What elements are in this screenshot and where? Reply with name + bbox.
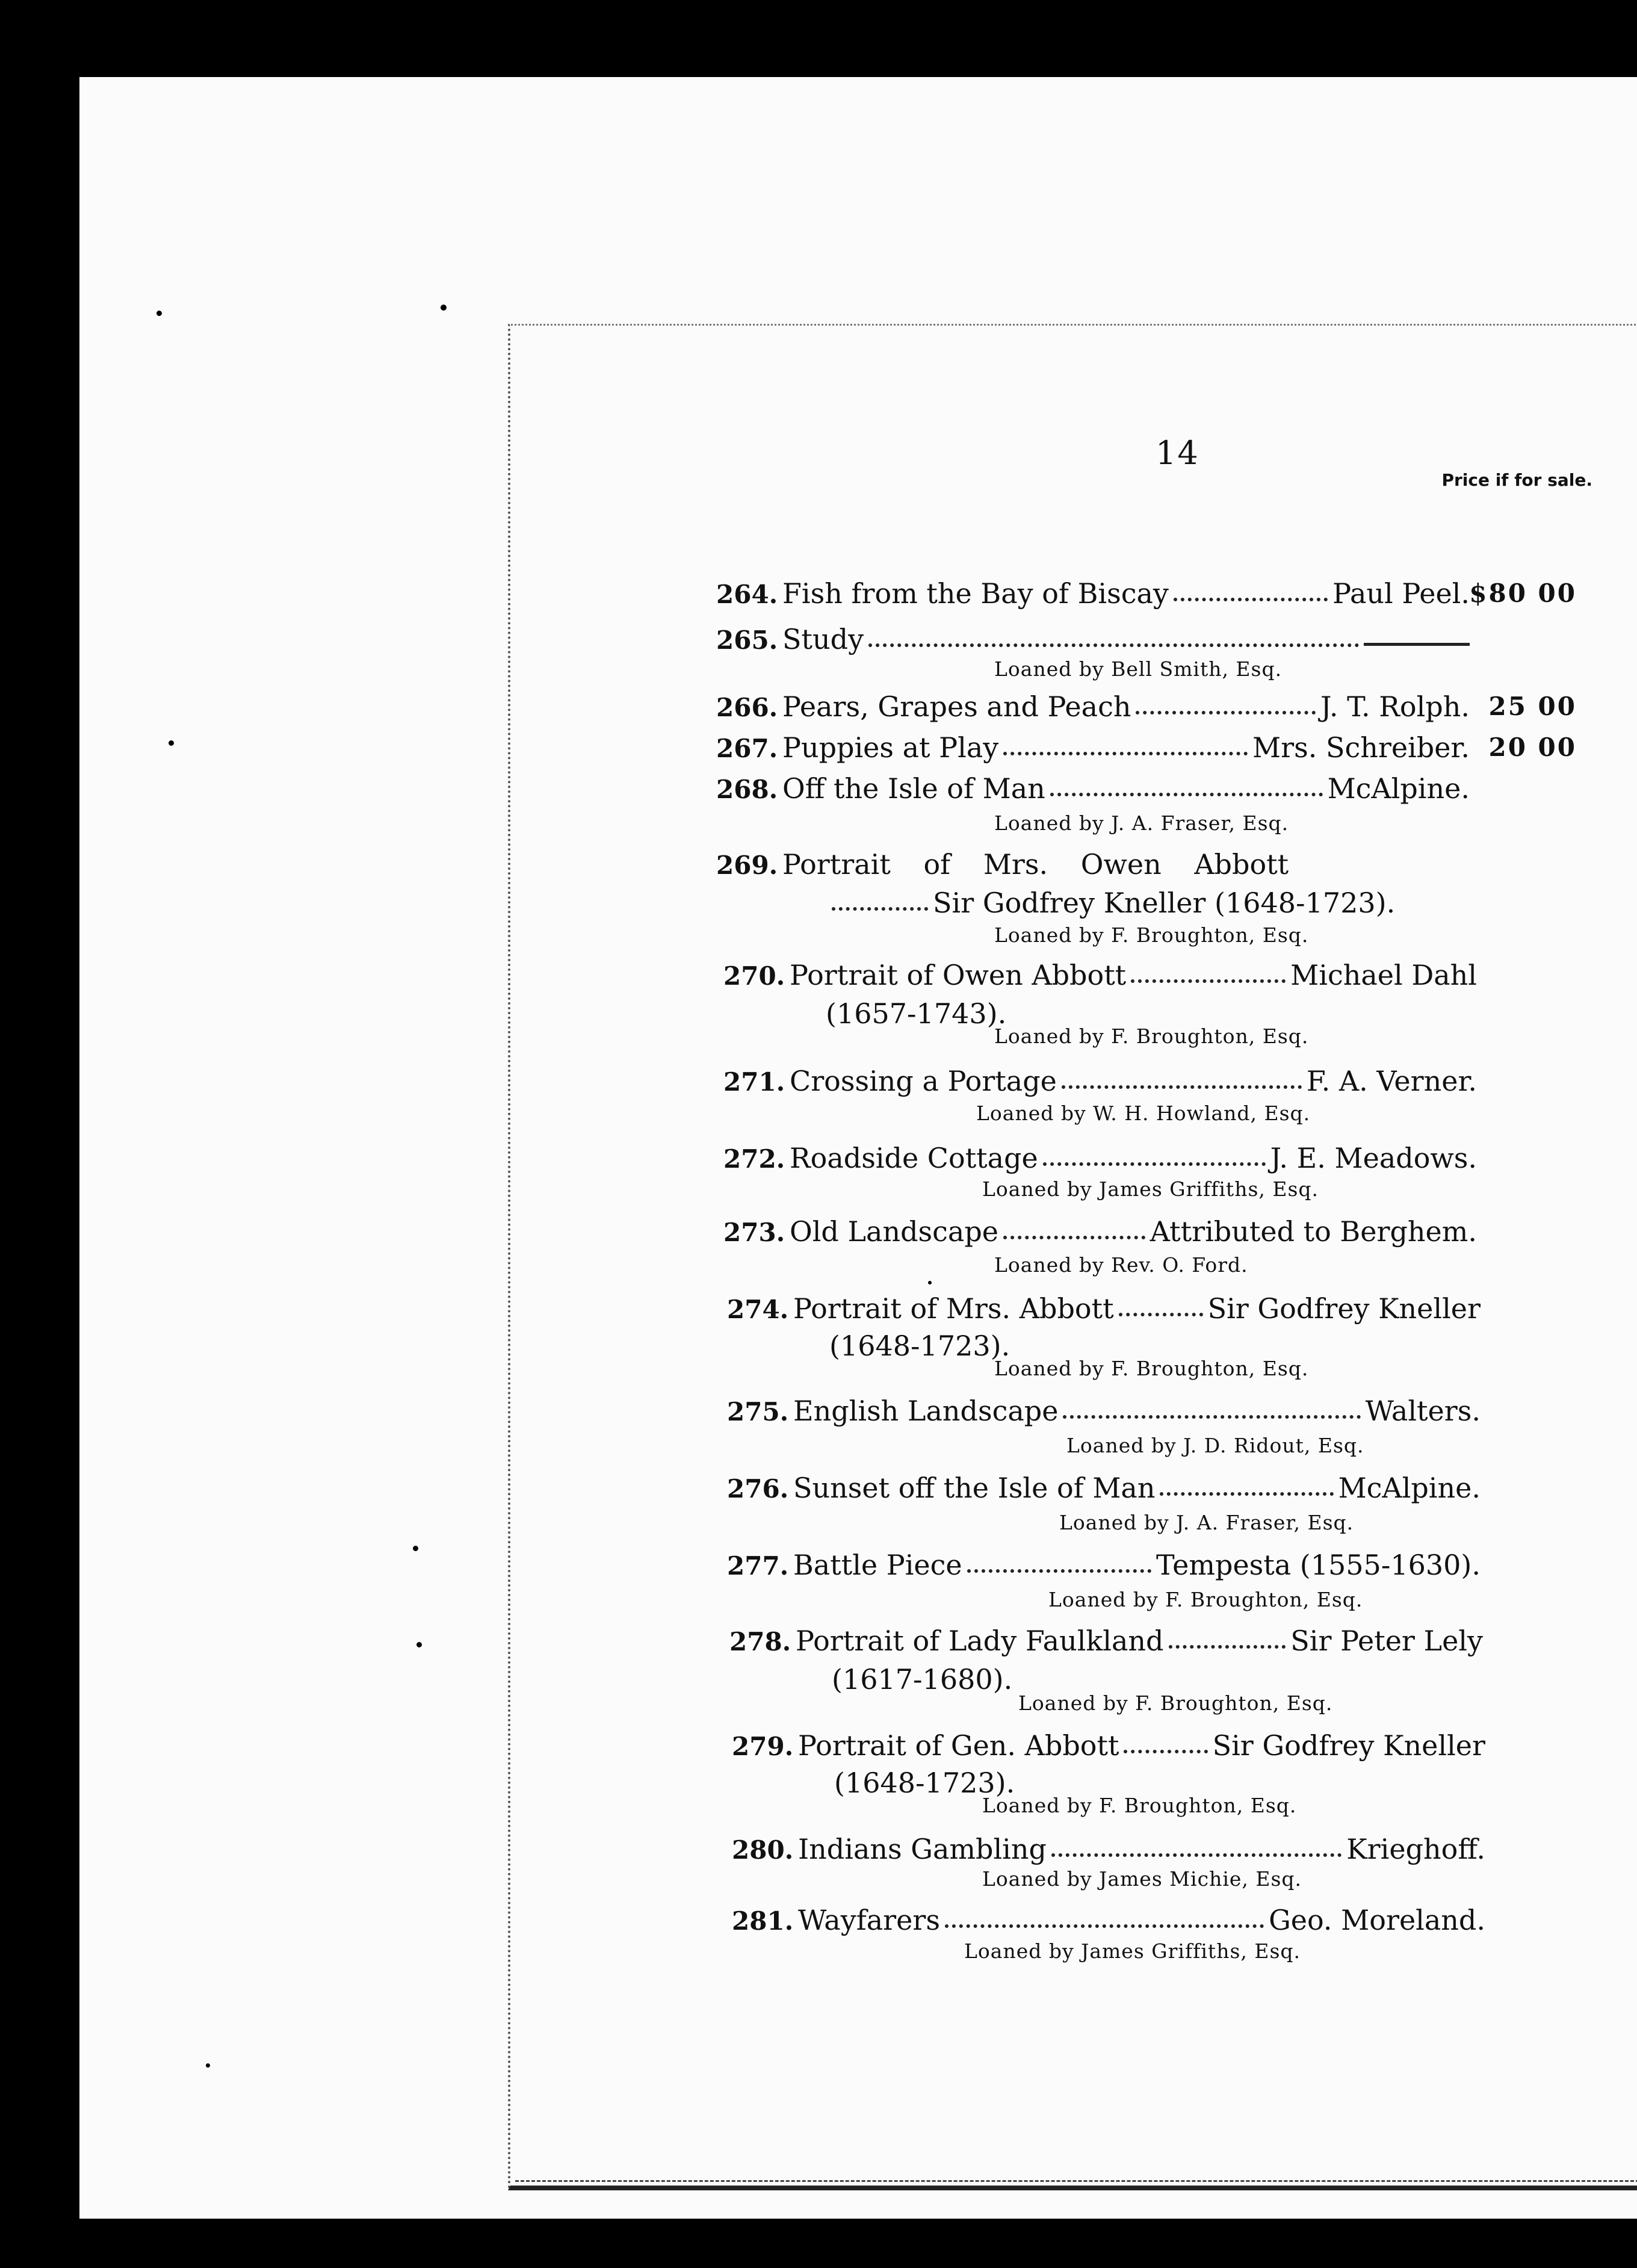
entry-number: 277. [727,1551,789,1581]
leader-dots [1174,598,1328,601]
entry-artist: Sir Peter Lely [1290,1625,1483,1657]
catalogue-entry [732,1901,1485,1939]
scan-speck [928,1281,932,1284]
entry-price: $80 00 [1469,578,1577,608]
leader-dots [1050,793,1323,796]
catalogue-entry [723,1062,1477,1100]
entry-artist-continuation: (1617-1680). [832,1663,1013,1696]
entry-artist: Walters. [1365,1395,1481,1427]
entry-artist: McAlpine. [1338,1472,1481,1504]
entry-title: Portrait of Lady Faulkland [796,1625,1164,1657]
catalogue-entry [723,1212,1477,1251]
entry-title: Puppies at Play [782,731,999,764]
entry-number: 281. [732,1906,794,1936]
catalogue-entry [716,769,1470,808]
entry-number: 265. [716,625,778,655]
catalogue-entry [727,1289,1481,1328]
entry-title: Fish from the Bay of Biscay [782,577,1169,610]
entry-number: 269. [716,850,778,880]
loaned-by-line: Loaned by Bell Smith, Esq. [994,657,1283,681]
entry-title: Battle Piece [793,1549,962,1581]
entry-number: 279. [732,1732,794,1761]
loaned-by-line: Loaned by F. Broughton, Esq. [1048,1588,1363,1611]
entry-artist: McAlpine. [1327,772,1470,805]
entry-number: 273. [723,1218,785,1247]
entry-price: 20 00 [1488,733,1577,762]
leader-dots [1051,1853,1341,1857]
catalogue-entry [732,1726,1485,1765]
entry-number: 264. [716,580,778,609]
entry-price: 25 00 [1488,692,1577,721]
entry-number: 268. [716,775,778,804]
entry-number: 274. [727,1295,789,1324]
loaned-by-line: Loaned by F. Broughton, Esq. [994,923,1309,947]
loaned-by-line: Loaned by F. Broughton, Esq. [982,1794,1297,1817]
loaned-by-line: Loaned by James Griffiths, Esq. [964,1939,1301,1963]
catalogue-entry [716,845,1470,884]
entry-title: Wayfarers [798,1904,940,1936]
scan-speck [416,1642,422,1647]
entry-continuation-line [832,884,1542,922]
entry-title: Portrait of Gen. Abbott [798,1729,1119,1762]
scan-speck [156,311,162,316]
catalogue-entry [727,1392,1481,1430]
leader-dots [1131,979,1286,983]
entry-artist: Mrs. Schreiber. [1252,731,1470,764]
scan-speck [169,740,174,746]
entry-title: Indians Gambling [798,1833,1047,1865]
entry-artist: Sir Godfrey Kneller [1212,1729,1485,1762]
catalogue-entry [727,1469,1481,1507]
scanned-page [79,77,1637,2219]
entry-artist: J. T. Rolph. [1320,690,1470,723]
loaned-by-line: Loaned by J. A. Fraser, Esq. [1059,1511,1354,1534]
entry-number: 271. [723,1067,785,1097]
catalogue-entry [716,620,1470,658]
entry-number: 275. [727,1397,789,1427]
loaned-by-line: Loaned by James Michie, Esq. [982,1867,1302,1891]
entry-title: English Landscape [793,1395,1059,1427]
entry-artist: Paul Peel. [1332,577,1470,610]
leader-dots [945,1924,1264,1928]
page-number: 14 [1156,434,1199,472]
entry-artist: J. E. Meadows. [1270,1142,1477,1174]
entry-title: Old Landscape [790,1215,998,1248]
leader-dots [1063,1415,1360,1419]
entry-artist-continuation: (1648-1723). [829,1330,1010,1362]
entry-number: 276. [727,1474,789,1504]
catalogue-entry [729,1622,1483,1660]
entry-artist-continuation: Sir Godfrey Kneller (1648-1723). [933,887,1396,919]
entry-number: 266. [716,693,778,722]
entry-number: 267. [716,734,778,763]
leader-dots [1169,1645,1286,1649]
leader-dots [1136,711,1316,714]
loaned-by-line: Loaned by F. Broughton, Esq. [994,1024,1309,1048]
scan-speck [206,2063,210,2068]
scan-speck [441,305,447,311]
catalogue-entry [727,1546,1481,1584]
entry-artist-continuation: (1648-1723). [834,1767,1015,1799]
price-column-header: Price if for sale. [1441,470,1592,490]
entry-artist-continuation: (1657-1743). [826,997,1007,1030]
entry-artist: Krieghoff. [1346,1833,1485,1865]
loaned-by-line: Loaned by F. Broughton, Esq. [994,1357,1309,1380]
loaned-by-line: Loaned by W. H. Howland, Esq. [976,1101,1311,1125]
catalogue-entry [732,1830,1485,1868]
leader-dots [1043,1162,1266,1166]
scan-speck [413,1546,418,1551]
catalogue-entry [716,574,1470,613]
entry-title: Portrait of Owen Abbott [790,959,1127,991]
entry-title: Pears, Grapes and Peach [782,690,1131,723]
loaned-by-line: Loaned by James Griffiths, Esq. [982,1177,1319,1201]
catalogue-entry [723,1139,1477,1177]
leader-dots [1062,1085,1302,1089]
leader-dots [1119,1313,1203,1316]
catalogue-entries [79,77,1637,2219]
catalogue-entry [716,728,1470,767]
entry-title: Sunset off the Isle of Man [793,1472,1156,1504]
entry-number: 270. [723,961,785,991]
entry-artist: Geo. Moreland. [1269,1904,1485,1936]
leader-dots [967,1569,1151,1573]
catalogue-entry [723,956,1477,994]
entry-title: Off the Isle of Man [782,772,1045,805]
entry-number: 280. [732,1835,794,1865]
entry-artist: Tempesta (1555-1630). [1156,1549,1481,1581]
entry-artist: Michael Dahl [1290,959,1477,991]
entry-title: Study [782,623,864,655]
leader-dots [1003,752,1248,755]
entry-artist: F. A. Verner. [1306,1065,1477,1097]
entry-title: Portrait of Mrs. Owen Abbott [782,848,1289,881]
entry-artist: Sir Godfrey Kneller [1207,1292,1481,1325]
leader-dots [1160,1492,1333,1496]
loaned-by-line: Loaned by F. Broughton, Esq. [1018,1691,1333,1715]
entry-title: Crossing a Portage [790,1065,1057,1097]
entry-number: 272. [723,1144,785,1174]
catalogue-entry [716,687,1470,726]
no-artist-rule [1364,643,1470,646]
leader-dots [1124,1750,1207,1753]
leader-dots [868,643,1359,647]
loaned-by-line: Loaned by Rev. O. Ford. [994,1253,1248,1277]
loaned-by-line: Loaned by J. A. Fraser, Esq. [994,811,1289,835]
leader-dots [1003,1236,1145,1239]
entry-number: 278. [729,1627,791,1656]
leader-dots [832,907,928,911]
entry-title: Roadside Cottage [790,1142,1038,1174]
loaned-by-line: Loaned by J. D. Ridout, Esq. [1066,1434,1364,1457]
entry-artist: Attributed to Berghem. [1150,1215,1477,1248]
entry-title: Portrait of Mrs. Abbott [793,1292,1114,1325]
